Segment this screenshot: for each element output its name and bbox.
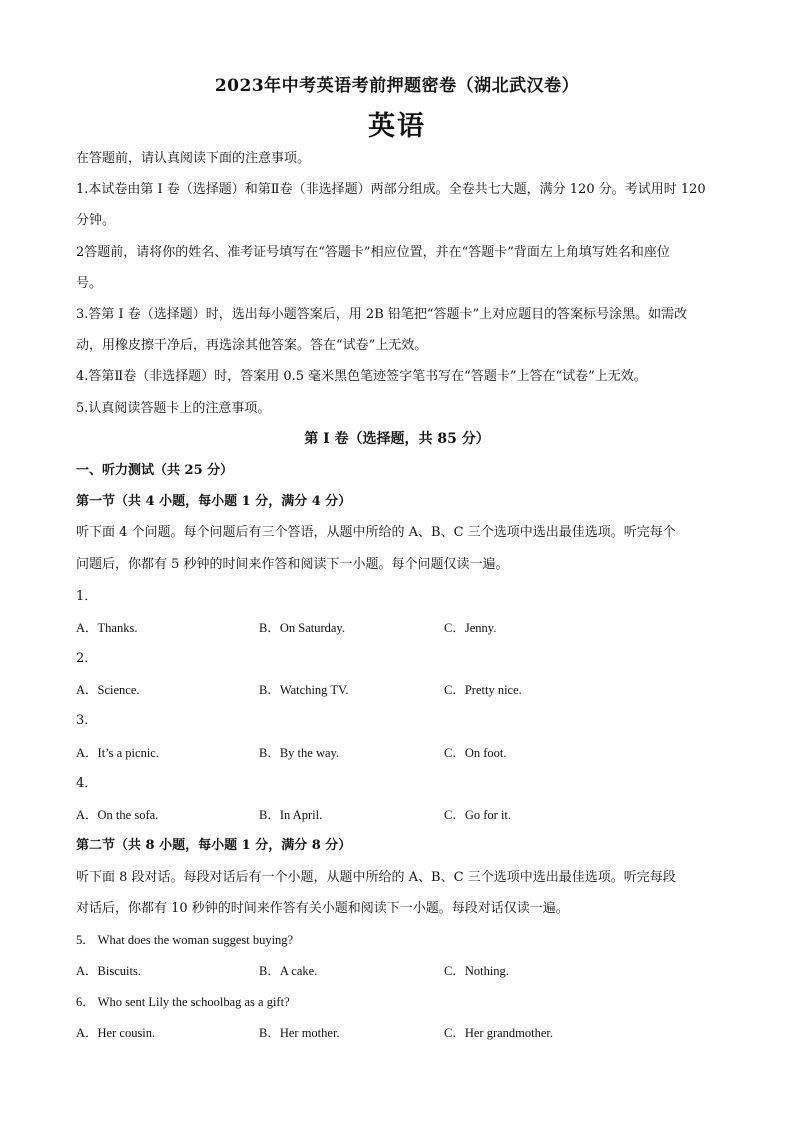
subsection-2-heading: 第二节（共 8 小题，每小题 1 分，满分 8 分） — [76, 838, 352, 853]
subsection-1-directions-line-1: 听下面 4 个问题。每个问题后有三个答语，从题中所给的 A、B、C 三个选项中选出最佳选项。听完每个 — [76, 525, 676, 540]
option-b: B．In April. — [259, 808, 323, 822]
instruction-3-line-1: 3.答第 I 卷（选择题）时，选出每小题答案后，用 2B 铅笔把“答题卡”上对应题目的答案标号涂黑。如需改 — [76, 307, 688, 322]
option-b: B．On Saturday. — [259, 621, 345, 635]
question-number: 1． — [76, 589, 98, 604]
instructions-intro: 在答题前，请认真阅读下面的注意事项。 — [76, 151, 311, 166]
exam-title: 2023年中考英语考前押题密卷（湖北武汉卷） — [214, 76, 580, 96]
instruction-1-line-1: 1.本试卷由第 I 卷（选择题）和第Ⅱ卷（非选择题）两部分组成。全卷共七大题，满分 120 分。考试用时 120 — [76, 182, 706, 197]
subsection-1-directions-line-2: 问题后，你都有 5 秒钟的时间来作答和阅读下一小题。每个问题仅读一遍。 — [76, 557, 509, 572]
option-a: A．Her cousin. — [76, 1026, 156, 1040]
question-stem: 6． Who sent Lily the schoolbag as a gift? — [76, 995, 290, 1009]
subsection-2-directions-line-2: 对话后，你都有 10 秒钟的时间来作答有关小题和阅读下一小题。每段对话仅读一遍。 — [76, 901, 569, 916]
question-stem: 5． What does the woman suggest buying? — [76, 933, 294, 947]
instruction-1-line-2: 分钟。 — [76, 213, 116, 228]
option-b: B．Watching TV. — [259, 683, 349, 697]
option-b: B．Her mother. — [259, 1026, 340, 1040]
option-c: C．On foot. — [444, 746, 507, 760]
option-c: C．Pretty nice. — [444, 683, 522, 697]
option-a: A．Science. — [76, 683, 140, 697]
question-number: 4． — [76, 776, 98, 791]
option-b: B．A cake. — [259, 964, 318, 978]
section-1-heading: 一、听力测试（共 25 分） — [76, 463, 234, 478]
instruction-4: 4.答第Ⅱ卷（非选择题）时，答案用 0.5 毫米黑色笔迹签字笔书写在“答题卡”上答在“试卷”上无效。 — [76, 369, 647, 384]
option-a: A．Biscuits. — [76, 964, 141, 978]
option-c: C．Go for it. — [444, 808, 512, 822]
subject-heading: 英语 — [368, 111, 426, 142]
question-number: 3． — [76, 713, 98, 728]
instruction-3-line-2: 动，用橡皮擦干净后，再选涂其他答案。答在“试卷”上无效。 — [76, 338, 428, 353]
option-a: A．On the sofa. — [76, 808, 159, 822]
subsection-1-heading: 第一节（共 4 小题，每小题 1 分，满分 4 分） — [76, 494, 352, 509]
option-c: C．Jenny. — [444, 621, 497, 635]
instruction-2-line-2: 号。 — [76, 276, 103, 291]
question-number: 2． — [76, 651, 98, 666]
option-c: C．Her grandmother. — [444, 1026, 554, 1040]
option-a: A．Thanks. — [76, 621, 138, 635]
part-1-heading: 第 I 卷（选择题，共 85 分） — [304, 431, 490, 447]
option-c: C．Nothing. — [444, 964, 509, 978]
instruction-5: 5.认真阅读答题卡上的注意事项。 — [76, 401, 271, 416]
instruction-2-line-1: 2答题前，请将你的姓名、准考证号填写在“答题卡”相应位置，并在“答题卡”背面左上角填写姓名和座位 — [76, 245, 670, 260]
option-b: B．By the way. — [259, 746, 340, 760]
option-a: A．It’s a picnic. — [76, 746, 159, 760]
subsection-2-directions-line-1: 听下面 8 段对话。每段对话后有一个小题，从题中所给的 A、B、C 三个选项中选出最佳选项。听完每段 — [76, 870, 676, 885]
